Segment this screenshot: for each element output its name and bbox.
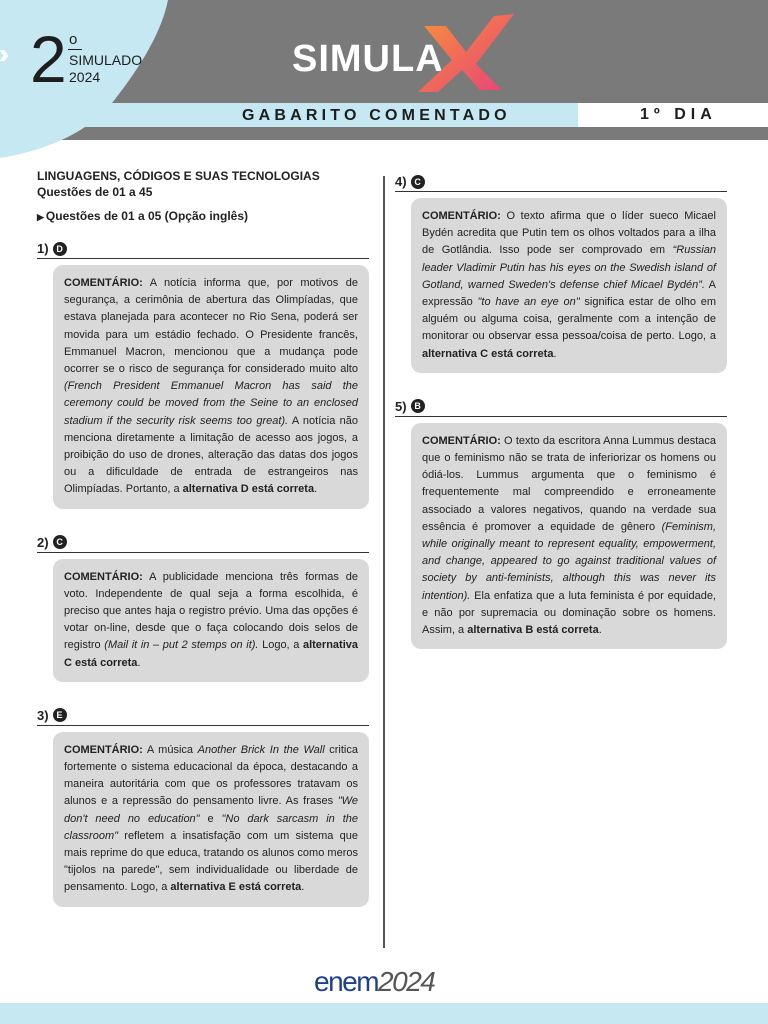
column-divider — [383, 176, 385, 948]
right-column — [395, 172, 727, 649]
comment-text: A notícia não menciona diretamente a limitação de acesso aos jogos, a proibição do uso de drones, alteração das datas dos jogos ou a dificuldade de entrada de estrangeiros nas Olimpíadas. Portanto, a — [64, 414, 359, 496]
enem-logo-year: 2024 — [378, 966, 435, 997]
comment-label: COMENTÁRIO: — [64, 743, 143, 756]
comment-conclusion: alternativa C está correta — [422, 347, 554, 360]
comment-quote: (French President Emmanuel Macron has said the ceremony could be moved from the Seine to an enclosed stadium if the security risk seems too great). — [64, 380, 358, 427]
question-number: 2) — [37, 534, 49, 550]
question-number: 5) — [395, 398, 407, 414]
comment-end: . — [137, 656, 141, 669]
comment-text: O texto da escritora Anna Lummus destaca que o feminismo não se trata de inferiorizar os homens ou ódiá-los. Lummus argumenta que o feminismo é frequentemente mal compreendido e erroneamente associado a valores negativos, quando na verdade sua essência é promover a equidade de gênero — [422, 434, 716, 533]
comment-text: O texto afirma que o líder sueco Micael Bydén acredita que Putin tem os olhos voltados para a ilha de Gotlândia. Isso pode ser comprovado em — [422, 210, 716, 257]
comment-text: Ela enfatiza que a luta feminista é por equidade, e não por supremacia ou dominação sobre os homens. Assim, a — [422, 589, 716, 637]
comment-box — [53, 732, 369, 907]
comment-label: COMENTÁRIO: — [422, 210, 501, 222]
question-header — [37, 239, 369, 259]
comment-conclusion: alternativa C está correta — [64, 639, 358, 669]
question-header — [395, 172, 727, 192]
triangle-bullet-icon: ▶ — [37, 212, 44, 222]
edition-number: 2 — [30, 22, 67, 96]
comment-end: . — [598, 624, 602, 637]
edition-year: 2024 — [69, 69, 101, 85]
section-heading — [37, 209, 369, 223]
comment-quote: (Feminism, while originally meant to represent equality, empowerment, and change, appeared to go against traditional values of society by anti-feminists, although this was never its intention). — [422, 520, 716, 602]
x-logo-icon — [416, 14, 516, 99]
question-header — [37, 706, 369, 726]
question-number: 1) — [37, 241, 49, 256]
comment-box — [53, 265, 369, 509]
enem-logo — [314, 966, 434, 998]
comment-quote: "to have an eye on" — [477, 296, 580, 309]
comment-label: COMENTÁRIO: — [64, 570, 143, 583]
document-title: GABARITO COMENTADO — [242, 107, 511, 124]
comment-end: . — [301, 881, 305, 894]
comment-conclusion: alternativa B está correta — [467, 624, 599, 637]
section-heading-text: Questões de 01 a 05 (Opção inglês) — [45, 209, 248, 223]
comment-conclusion: alternativa D está correta — [182, 483, 315, 496]
ordinal-underline — [68, 49, 82, 50]
answer-badge: C — [411, 175, 425, 189]
comment-text: refletem a insatisfação com um sistema que mais reprime do que educa, tratando os alunos como meros "tijolos na parede", sem individualidade ou liberdade de pensamento. Logo, a — [64, 829, 358, 894]
comment-conclusion: alternativa E está correta — [170, 881, 302, 894]
comment-quote: Another Brick In the Wall — [197, 743, 325, 756]
comment-text: A publicidade menciona três formas de voto. Independente de qual seja a forma escolhida, é preciso que antes haja o registro prévio. Uma das opções é votar on-line, desde que o faça colocando dois selos de registro — [64, 570, 358, 652]
answer-badge: E — [53, 708, 67, 722]
enem-logo-text: enem — [314, 966, 379, 997]
question-number: 4) — [395, 174, 407, 189]
day-label: 1º DIA — [640, 106, 717, 123]
answer-badge: D — [53, 242, 67, 256]
question-header — [395, 397, 727, 417]
subject-range: Questões de 01 a 45 — [37, 185, 153, 199]
comment-text: A notícia informa que, por motivos de segurança, a cerimônia de abertura das Olimpíadas, que estava planejada para acontecer no Rio Sena, poderá ser movida para um estádio fechado. O Presidente francês, Emmanuel Macron, mencionou que a mudança pode ocorrer se o risco de segurança for considerado muito alto — [64, 277, 358, 376]
comment-quote: "No dark sarcasm in the classroom" — [64, 812, 358, 842]
comment-text: A expressão — [422, 278, 716, 309]
comment-quote: (Mail it in – put 2 stemps on it). — [104, 639, 259, 652]
comment-label: COMENTÁRIO: — [422, 434, 501, 447]
question-header — [37, 533, 369, 553]
comment-box — [53, 559, 369, 682]
answer-badge: B — [411, 399, 425, 413]
comment-label: COMENTÁRIO: — [64, 277, 143, 289]
edition-ordinal: o — [69, 31, 78, 48]
comment-text: critica fortemente o sistema educacional da época, destacando a maneira autoritária com que os professores tratavam os alunos e a repressão do pensamento livre. As frases — [64, 743, 358, 808]
comment-end: . — [314, 483, 318, 496]
comment-box — [411, 198, 727, 373]
comment-quote: "We don't need no education" — [64, 795, 358, 825]
left-column — [37, 168, 369, 907]
page-header — [0, 0, 768, 140]
comment-text: significa estar de olho em alguém ou alguma coisa, geralmente com a intenção de monitorar ou observar essa pessoa/coisa de perto. Logo, a — [422, 296, 716, 343]
footer-band — [0, 1003, 768, 1024]
answer-badge: C — [53, 535, 67, 549]
comment-end: . — [553, 347, 557, 360]
comment-quote: “Russian leader Vladimir Putin has his eyes on the Swedish island of Gotland, warned Sweden's defense chief Micael Bydén”. — [422, 244, 716, 291]
question-number: 3) — [37, 707, 49, 723]
comment-box — [411, 423, 727, 649]
edition-label: SIMULADO — [69, 52, 143, 68]
comment-text: Logo, a — [258, 639, 303, 652]
comment-text: A música — [142, 743, 198, 756]
brand-logo-text: SIMULA — [292, 38, 444, 80]
comment-text: e — [199, 812, 222, 825]
subject-title: LINGUAGENS, CÓDIGOS E SUAS TECNOLOGIAS — [37, 169, 320, 183]
